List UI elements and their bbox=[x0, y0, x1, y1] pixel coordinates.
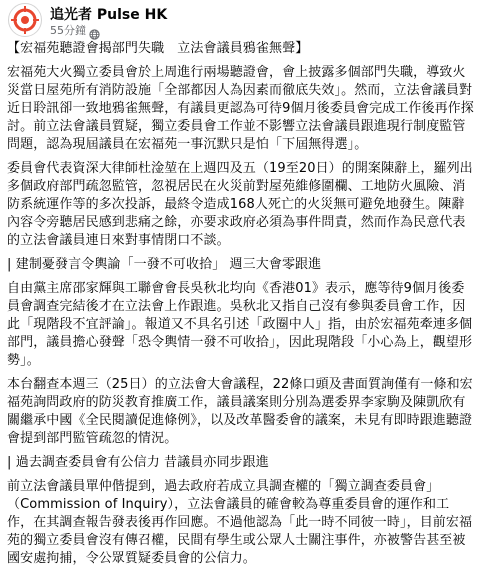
section-heading: | 過去調查委員會有公信力 昔議員亦同步跟進 bbox=[7, 455, 269, 470]
post-paragraph: 本台翻查本週三（25日）的立法會大會議程，22條口頭及書面質詢僅有一條和宏福苑詢問政府的防災教育推廣工作，議員議案則分別為選委界李家駒及陳凱欣有關繼承中國《全民閱讀促進條例》，以及改革醫委會的議案，未見有即時跟進聽證會提到部門監管疏忽的情況。 bbox=[7, 377, 473, 446]
post-paragraph: 委員會代表資深大律師杜淦堃在上週四及五（19至20日）的開案陳辭上，羅列出多個政府部門疏忽監管，忽視居民在火災前對屋苑維修圍欄、工地防火風險、消防系統運作等的多次投訴，最終令造成168人死亡的火災無可避免地發生。陳辭內容令旁聽居民感到悲痛之餘，亦要求政府必須為事件問責，然而作為民意代表的立法會議員連日來對事情閉口不談。 bbox=[7, 161, 473, 248]
post-meta bbox=[50, 23, 100, 37]
section-heading: | 建制憂發言令輿論「一發不可收拾」 週三大會零跟進 bbox=[7, 257, 322, 272]
post-paragraph: 前立法會議員單仲偕提到，過去政府若成立具調查權的「獨立調查委員會」（Commission of Inquiry），立法會議員的確會較為尊重委員會的運作和工作，在其調查報告發表後再作回應。不過他認為「此一時不同彼一時」，目前宏福苑的獨立委員會沒有傳召權，民間有學生或公眾人士關注事件，亦被警告甚至被國安處拘捕，令公眾質疑委員會的公信力。 bbox=[7, 479, 473, 566]
page-name-link[interactable]: 追光者 Pulse HK bbox=[50, 7, 168, 23]
post-header bbox=[0, 0, 477, 42]
post-timestamp[interactable]: 55分鐘 bbox=[50, 24, 86, 37]
post-paragraph: 自由黨主席邵家輝與工聯會會長吳秋北均向《香港01》表示，應等待9個月後委員會調查完結後才在立法會上作跟進。吳秋北又指自己沒有參與委員會工作，因此「現階段不宜評論」。報道又不具名引述「政圈中人」指，由於宏福苑牽連多個部門，議員擔心發聲「恐令輿情一發不可收拾」，因此現階段「小心為上，觀望形勢」。 bbox=[7, 281, 473, 368]
post-body bbox=[7, 40, 474, 574]
section-heading-text: 過去調查委員會有公信力 昔議員亦同步跟進 bbox=[15, 455, 269, 470]
pulse-hk-logo-icon bbox=[9, 4, 41, 36]
post-paragraph: 宏福苑大火獨立委員會於上周進行兩場聽證會，會上披露多個部門失職，導致火災當日屋苑所有消防設施「全部都因人為因素而徹底失效」。然而，立法會議員對近日聆訊卻一致地鴉雀無聲，有議員更認為可待9個月後委員會完成工作後再作探討。前立法會議員質疑，獨立委員會工作並不影響立法會議員跟進現行制度監管問題，認為現屆議員在宏福苑一事沉默只是怕「下屆無得選」。 bbox=[7, 65, 474, 152]
post-headline: 【宏福苑聽證會揭部門失職 立法會議員鴉雀無聲】 bbox=[7, 41, 309, 56]
globe-icon[interactable] bbox=[89, 25, 100, 36]
section-heading-text: 建制憂發言令輿論「一發不可收拾」 週三大會零跟進 bbox=[15, 257, 322, 272]
page-avatar[interactable] bbox=[8, 3, 42, 37]
